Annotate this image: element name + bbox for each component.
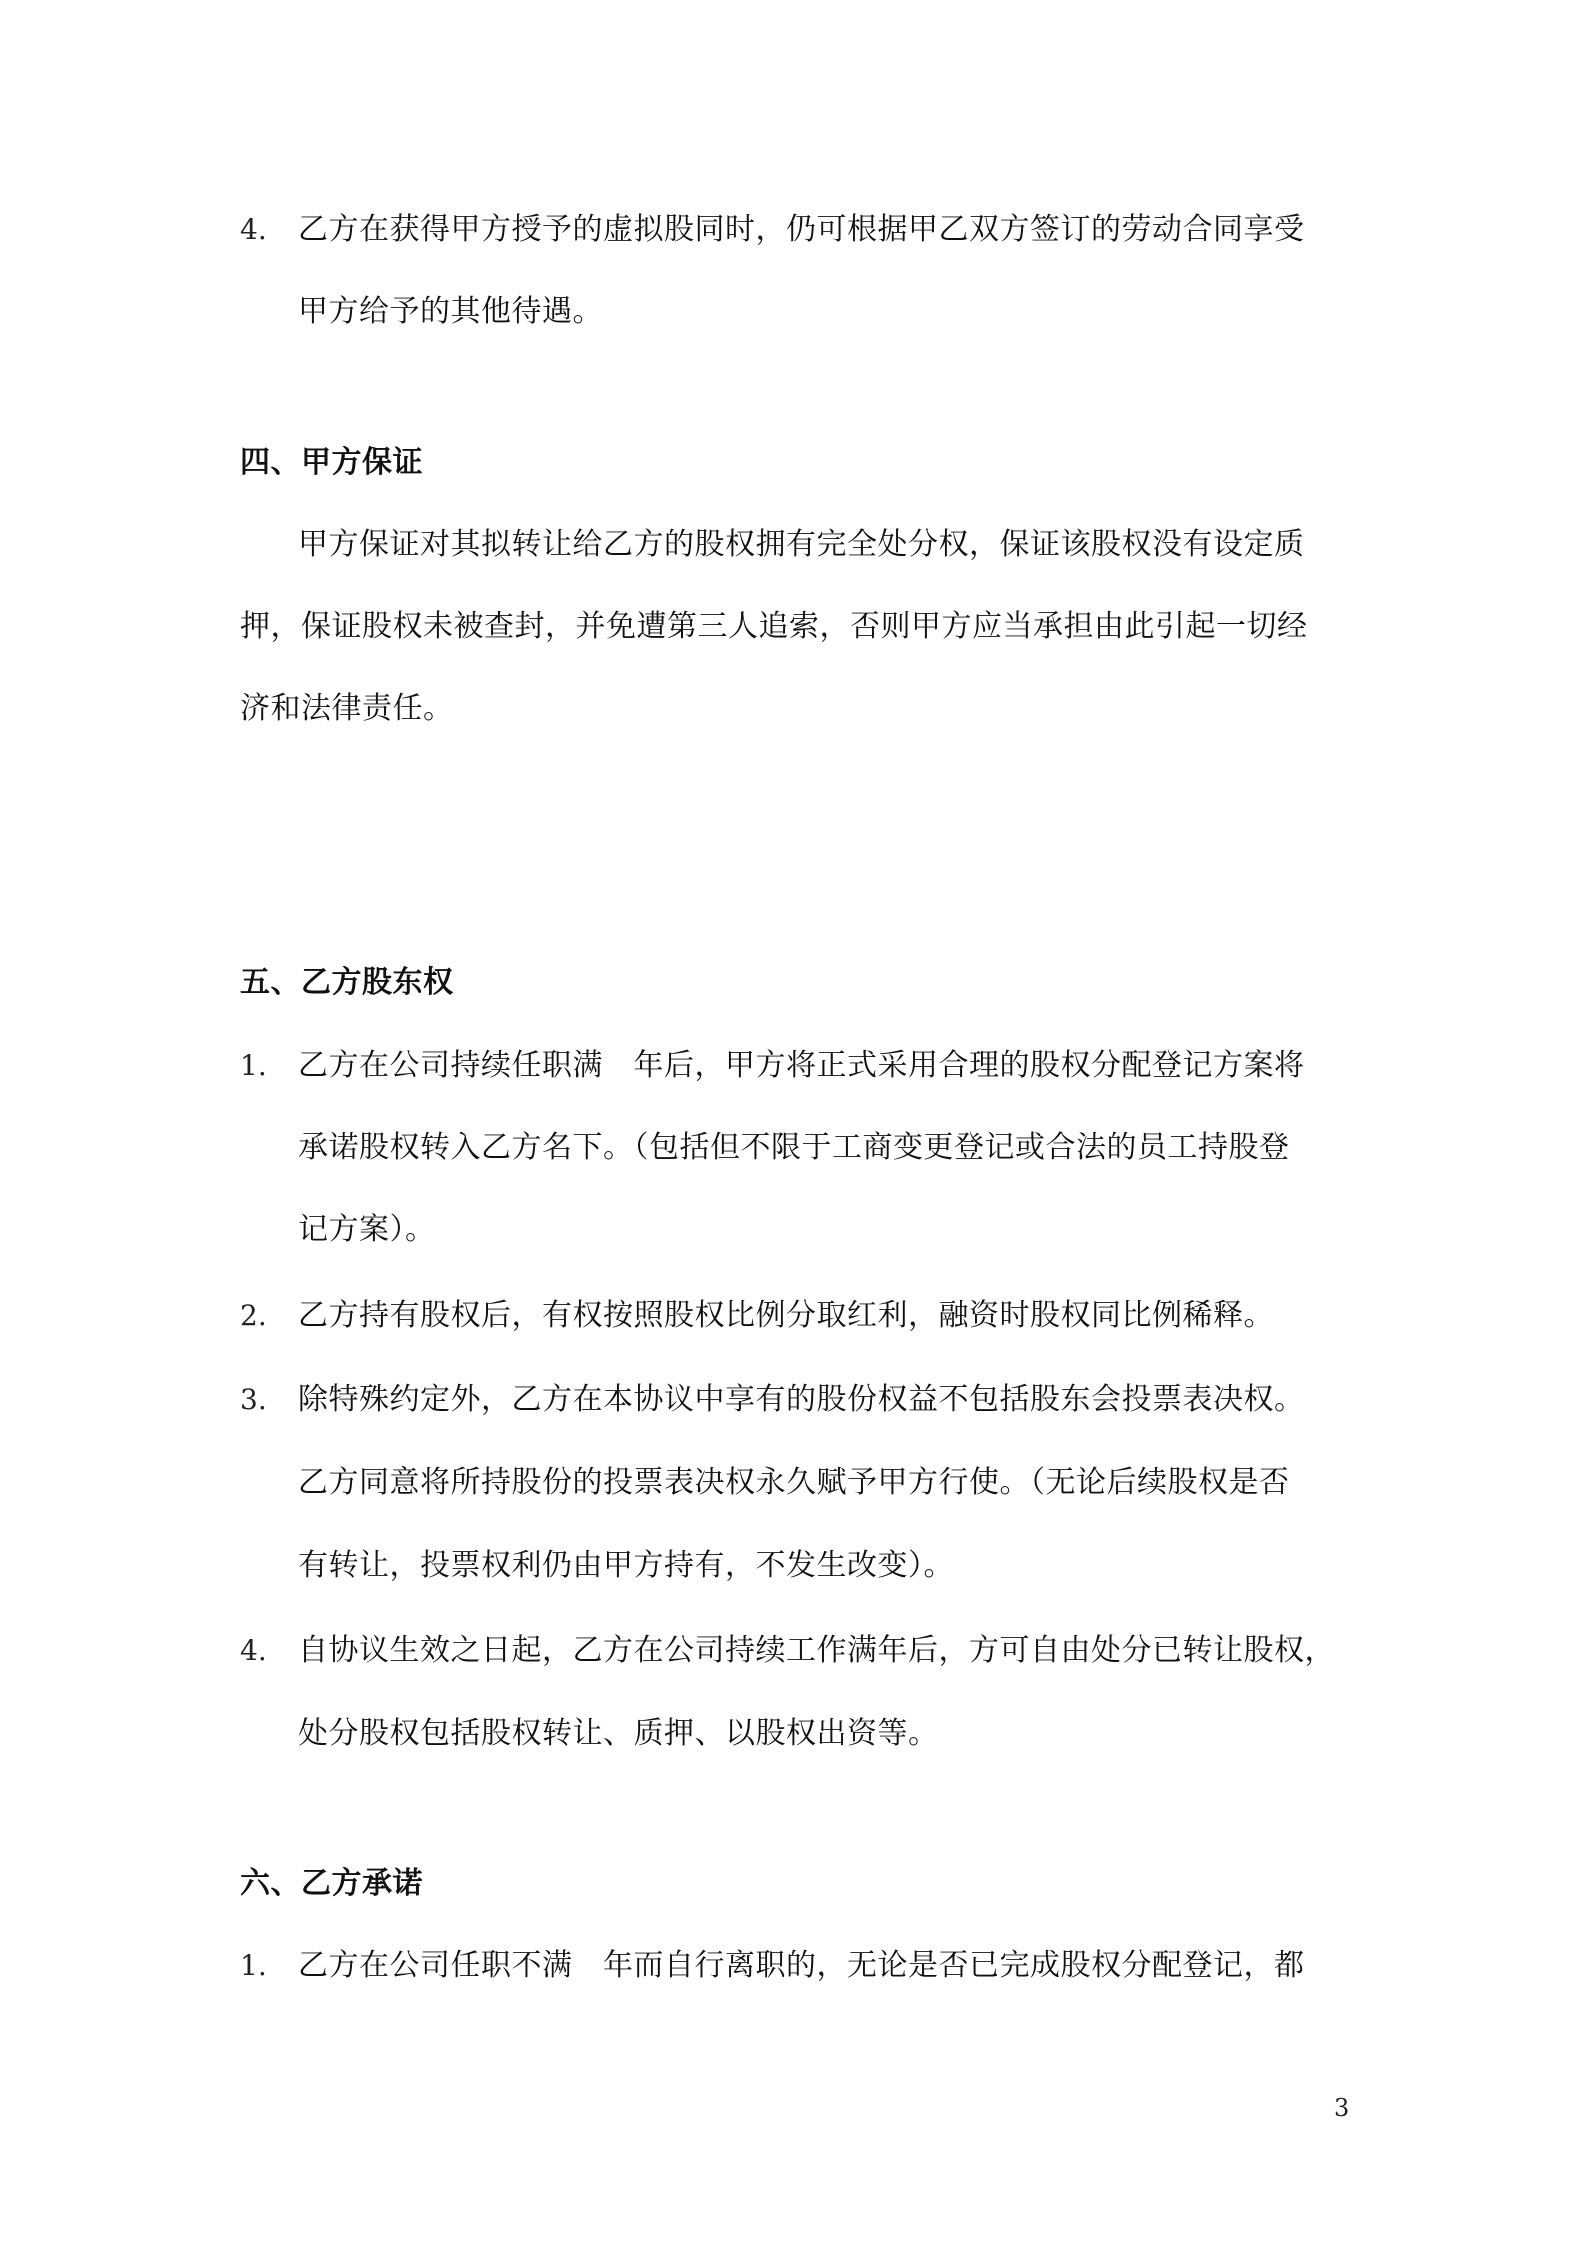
list-item-line: 乙方同意将所持股份的投票表决权永久赋予甲方行使。（无论后续股权是否: [298, 1465, 1290, 1500]
list-item-line: 有转让，投票权利仍由甲方持有，不发生改变）。: [298, 1548, 954, 1583]
paragraph-line: 甲方保证对其拟转让给乙方的股权拥有完全处分权，保证该股权没有设定质: [298, 527, 1305, 562]
section-heading: 五、乙方股东权: [240, 965, 454, 1000]
list-number: 4.: [240, 1634, 267, 1667]
list-item-line: 乙方在获得甲方授予的虚拟股同时，仍可根据甲乙双方签订的劳动合同享受: [298, 212, 1305, 247]
list-item-line: 承诺股权转入乙方名下。（包括但不限于工商变更登记或合法的员工持股登: [298, 1130, 1290, 1165]
section-heading: 四、甲方保证: [240, 445, 423, 480]
page-number: 3: [1334, 2094, 1350, 2122]
list-item-line: 除特殊约定外，乙方在本协议中享有的股份权益不包括股东会投票表决权。: [298, 1382, 1305, 1417]
list-item-line: 乙方在公司任职不满 年而自行离职的，无论是否已完成股权分配登记，都: [298, 1948, 1305, 1983]
list-item-line: 乙方在公司持续任职满 年后，甲方将正式采用合理的股权分配登记方案将: [298, 1048, 1305, 1083]
list-item-line: 记方案）。: [298, 1212, 436, 1247]
list-number: 3.: [240, 1383, 267, 1416]
list-item-line: 乙方持有股权后，有权按照股权比例分取红利，融资时股权同比例稀释。: [298, 1298, 1274, 1333]
paragraph-line: 押，保证股权未被查封，并免遭第三人追索，否则甲方应当承担由此引起一切经: [240, 609, 1308, 644]
list-item-line: 自协议生效之日起，乙方在公司持续工作满年后，方可自由处分已转让股权，: [298, 1633, 1335, 1668]
list-item-line: 处分股权包括股权转让、质押、以股权出资等。: [298, 1716, 939, 1751]
section-heading: 六、乙方承诺: [240, 1866, 423, 1901]
list-number: 1.: [240, 1049, 267, 1082]
paragraph-line: 济和法律责任。: [240, 691, 454, 726]
list-item-line: 甲方给予的其他待遇。: [298, 294, 603, 329]
list-number: 4.: [240, 213, 267, 246]
list-number: 1.: [240, 1949, 267, 1982]
list-number: 2.: [240, 1299, 267, 1332]
